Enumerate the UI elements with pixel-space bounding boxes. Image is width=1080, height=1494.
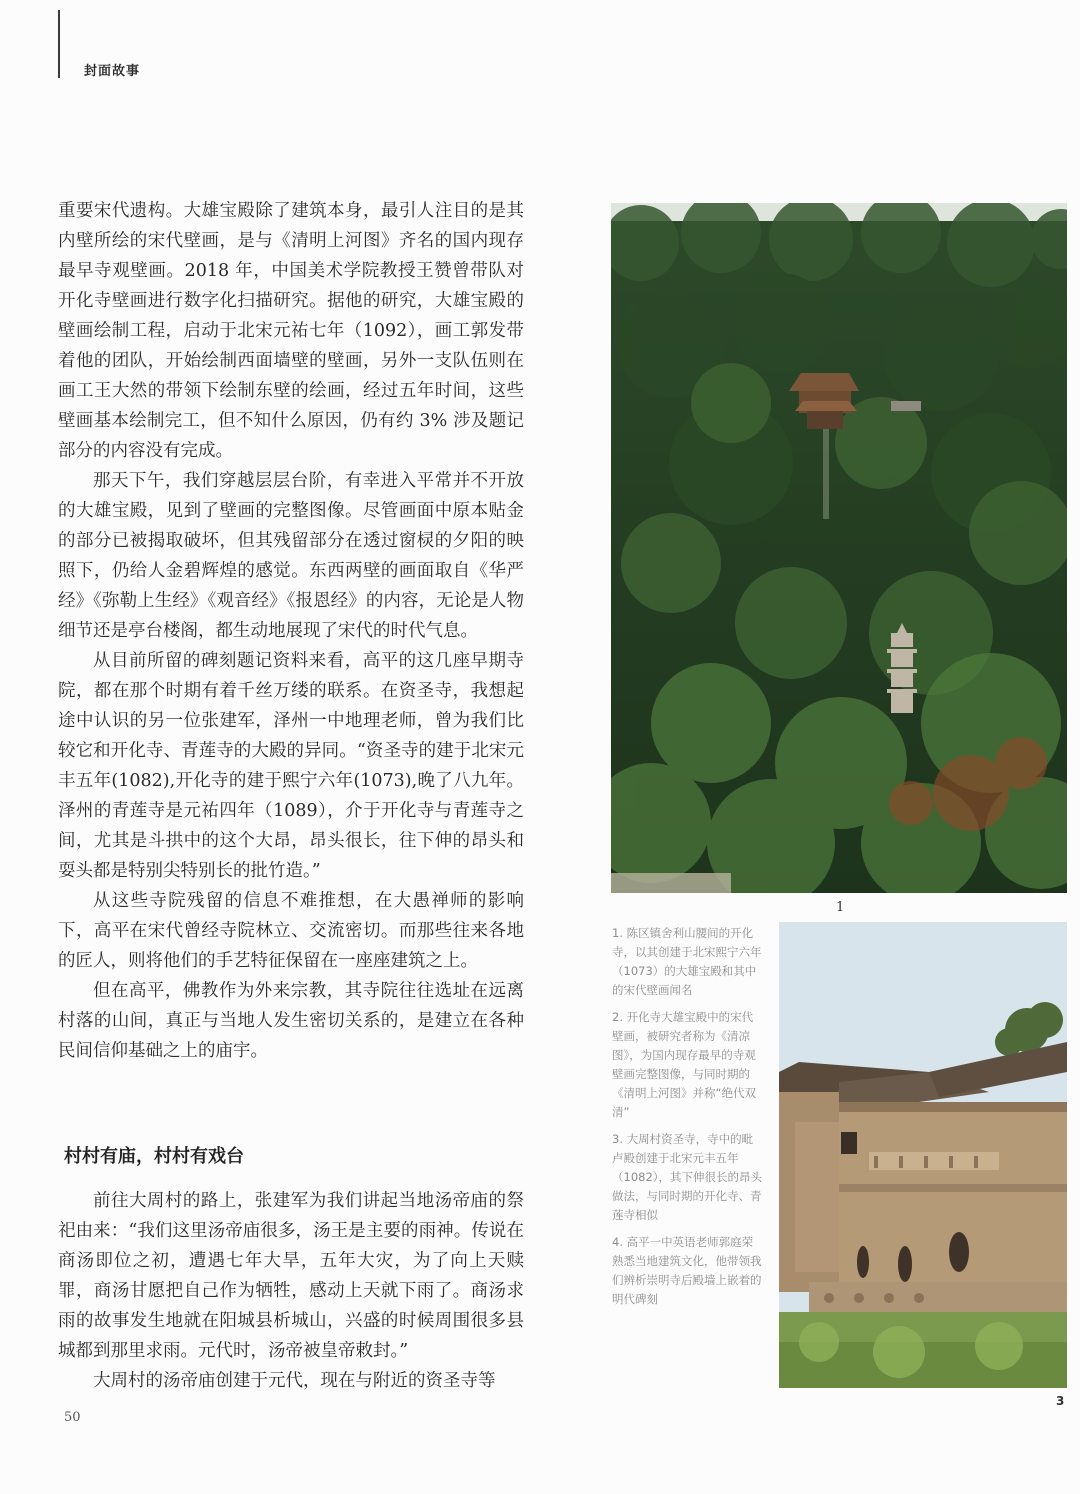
photo-1-number: 1 — [836, 900, 845, 915]
article-paragraph: 从这些寺院残留的信息不难推想，在大愚禅师的影响下，高平在宋代曾经寺院林立、交流密切。而那些往来各地的匠人，则将他们的手艺特征保留在一座座建筑之上。 — [58, 891, 524, 971]
caption: 1. 陈区镇舍利山腰间的开化寺，以其创建于北宋熙宁六年（1073）的大雄宝殿和其中的宋代壁画闻名 — [612, 926, 762, 997]
mountain-temple-illustration — [611, 203, 1067, 893]
article-paragraph: 大周村的汤帝庙创建于元代，现在与附近的资圣寺等 — [93, 1371, 496, 1391]
caption: 3. 大周村资圣寺，寺中的毗卢殿创建于北宋元丰五年（1082），其下伸很长的昂头做法，与同时期的开化寺、青莲寺相似 — [612, 1132, 763, 1222]
article-paragraph: 重要宋代遗构。大雄宝殿除了建筑本身，最引人注目的是其内壁所绘的宋代壁画，是与《清明上河图》齐名的国内现存最早寺观壁画。2018 年，中国美术学院教授王赞曾带队对开化寺壁画进行数字化扫描研究。据他的研究，大雄宝殿的壁画绘制工程，启动于北宋元祐七年（1092），画工郭发带着他的团队，开始绘制西面墙壁的壁画，另外一支队伍则在画工王大然的带领下绘制东壁的绘画，经过五年时间，这些壁画基本绘制完工，但不知什么原因，仍有约 3% 涉及题记部分的内容没有完成。 — [58, 201, 524, 461]
page-number: 50 — [64, 1410, 81, 1425]
photo-mountain-temple — [611, 203, 1067, 893]
section-label: 封面故事 — [84, 64, 141, 79]
section-rule — [58, 10, 60, 78]
caption: 4. 高平一中英语老师郭庭荣熟悉当地建筑文化，他带领我们辨析崇明寺后殿墙上嵌着的明代碑刻 — [612, 1235, 762, 1306]
photo-brick-temple — [779, 922, 1067, 1388]
brick-temple-illustration — [779, 922, 1067, 1388]
captions — [612, 924, 762, 1317]
article-body-continued — [58, 1186, 524, 1396]
article-paragraph: 前往大周村的路上，张建军为我们讲起当地汤帝庙的祭祀由来：“我们这里汤帝庙很多，汤王是主要的雨神。传说在商汤即位之初，遭遇七年大旱，五年大灾，为了向上天赎罪，商汤甘愿把自己作为牺牲，感动上天就下雨了。商汤求雨的故事发生地就在阳城县析城山，兴盛的时候周围很多县城都到那里求雨。元代时，汤帝被皇帝敕封。” — [58, 1191, 524, 1361]
photo-3-number: 3 — [1056, 1394, 1065, 1408]
caption: 2. 开化寺大雄宝殿中的宋代壁画，被研究者称为《清凉图》，为国内现存最早的寺观壁画完整图像，与同时期的《清明上河图》并称“绝代双清” — [612, 1010, 756, 1119]
article-body — [58, 196, 524, 1066]
section-subheading: 村村有庙，村村有戏台 — [64, 1146, 244, 1167]
article-paragraph: 那天下午，我们穿越层层台阶，有幸进入平常并不开放的大雄宝殿，见到了壁画的完整图像。尽管画面中原本贴金的部分已被揭取破坏，但其残留部分在透过窗棂的夕阳的映照下，仍给人金碧辉煌的感觉。东西两壁的画面取自《华严经》《弥勒上生经》《观音经》《报恩经》的内容，无论是人物细节还是亭台楼阁，都生动地展现了宋代的时代气息。 — [58, 471, 524, 641]
article-paragraph: 从目前所留的碑刻题记资料来看，高平的这几座早期寺院，都在那个时期有着千丝万缕的联系。在资圣寺，我想起途中认识的另一位张建军，泽州一中地理老师，曾为我们比较它和开化寺、青莲寺的大殿的异同。“资圣寺的建于北宋元丰五年(1082),开化寺的建于熙宁六年(1073),晚了八九年。泽州的青莲寺是元祐四年（1089），介于开化寺与青莲寺之间，尤其是斗拱中的这个大昂，昂头很长，往下伸的昂头和耍头都是特别尖特别长的批竹造。” — [58, 651, 524, 881]
article-paragraph: 但在高平，佛教作为外来宗教，其寺院往往选址在远离村落的山间，真正与当地人发生密切关系的，是建立在各种民间信仰基础之上的庙宇。 — [58, 981, 524, 1061]
